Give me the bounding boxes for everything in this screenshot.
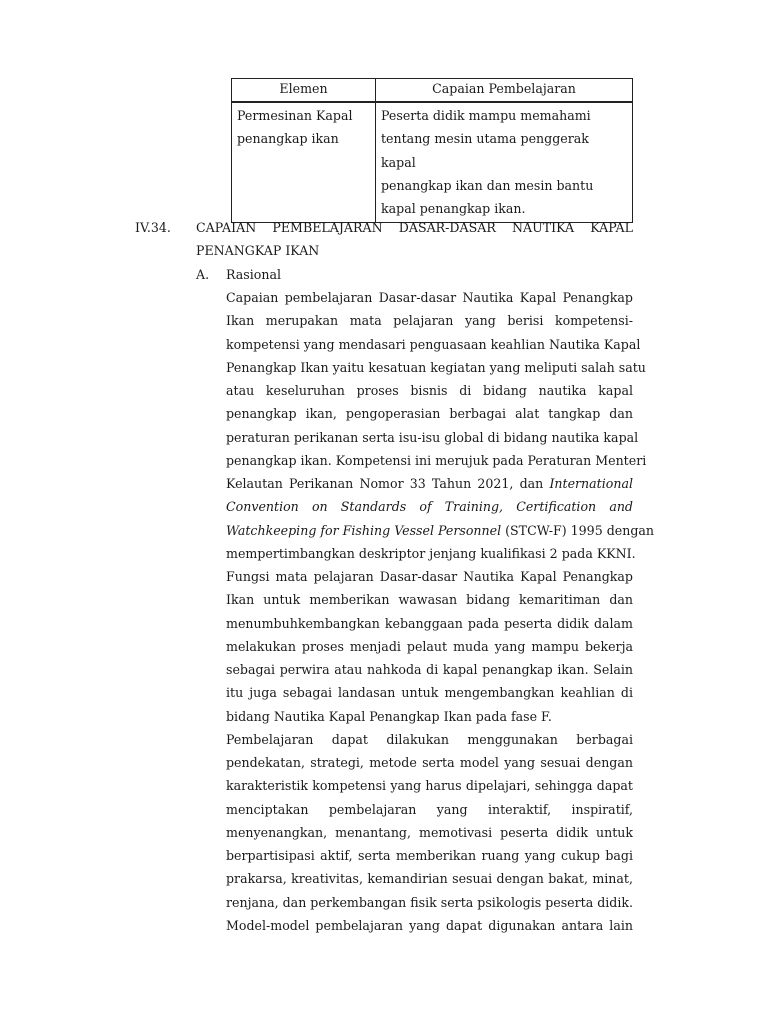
table-row <box>232 102 633 223</box>
text-line <box>226 495 633 518</box>
section-title-line: CAPAIAN PEMBELAJARAN DASAR-DASAR NAUTIKA KAPAL <box>196 220 633 235</box>
text-line: Fungsi mata pelajaran Dasar-dasar Nautika Kapal Penangkap <box>226 569 633 584</box>
text-line: berpartisipasi aktif, serta memberikan ruang yang cukup bagi <box>226 848 633 863</box>
cell-line: penangkap ikan dan mesin bantu <box>381 177 594 193</box>
body-text <box>226 286 655 937</box>
cell-line: Peserta didik mampu memahami <box>381 108 591 123</box>
table-header-row <box>232 79 633 103</box>
text-line: prakarsa, kreativitas, kemandirian sesuai dengan bakat, minat, <box>226 871 633 887</box>
text-line: Penangkap Ikan yaitu kesatuan kegiatan yang meliputi salah satu <box>226 359 646 375</box>
text-run: (STCW-F) 1995 dengan <box>505 522 655 538</box>
text-line: bidang Nautika Kapal Penangkap Ikan pada fase F. <box>226 708 552 724</box>
section-title-line: PENANGKAP IKAN <box>196 243 320 259</box>
text-run-italic: Watchkeeping for Fishing Vessel Personnel <box>226 522 502 538</box>
header-elemen: Elemen <box>232 79 376 103</box>
text-line: peraturan perikanan serta isu-isu global di bidang nautika kapal <box>226 429 639 445</box>
text-line: karakteristik kompetensi yang harus dipelajari, sehingga dapat <box>226 778 633 794</box>
text-line: mempertimbangkan deskriptor jenjang kualifikasi 2 pada KKNI. <box>226 545 636 561</box>
subsection-letter: A. <box>196 267 210 282</box>
text-line: itu juga sebagai landasan untuk mengembangkan keahlian di <box>226 685 633 701</box>
text-line: sebagai perwira atau nahkoda di kapal penangkap ikan. Selain <box>226 662 633 677</box>
text-line: penangkap ikan. Kompetensi ini merujuk pada Peraturan Menteri <box>226 452 647 468</box>
text-line: atau keseluruhan proses bisnis di bidang nautika kapal <box>226 383 633 398</box>
text-line: melakukan proses menjadi pelaut muda yang mampu bekerja <box>226 638 633 654</box>
cell-line: penangkap ikan <box>237 131 339 147</box>
text-line: pendekatan, strategi, metode serta model yang sesuai dengan <box>226 755 633 770</box>
text-line: menciptakan pembelajaran yang interaktif, inspiratif, <box>226 801 633 817</box>
text-run: Kelautan Perikanan Nomor 33 Tahun 2021, dan <box>226 476 544 491</box>
header-capaian-pembelajaran: Capaian Pembelajaran <box>376 79 633 103</box>
text-line: kompetensi yang mendasari penguasaan keahlian Nautika Kapal <box>226 336 641 352</box>
text-line: menyenangkan, menantang, memotivasi peserta didik untuk <box>226 824 633 840</box>
text-line: menumbuhkembangkan kebanggaan pada peserta didik dalam <box>226 615 633 631</box>
subsection-title: Rasional <box>226 267 281 282</box>
text-line <box>226 519 655 542</box>
cell-line: tentang mesin utama penggerak kapal <box>381 131 589 170</box>
section-number: IV.34. <box>135 220 171 235</box>
text-line: Model-model pembelajaran yang dapat digunakan antara lain <box>226 917 633 933</box>
paragraph-2 <box>226 565 633 728</box>
text-line: penangkap ikan, pengoperasian berbagai alat tangkap dan <box>226 406 633 422</box>
cell-line: Permesinan Kapal <box>237 108 353 123</box>
text-line: renjana, dan perkembangan fisik serta psikologis peserta didik. <box>226 894 634 910</box>
text-line <box>226 472 633 495</box>
learning-outcomes-table <box>231 78 633 223</box>
paragraph-3 <box>226 728 633 937</box>
cell-element <box>232 102 376 223</box>
section-title <box>196 216 633 263</box>
text-line: Capaian pembelajaran Dasar-dasar Nautika Kapal Penangkap <box>226 290 633 305</box>
paragraph-1 <box>226 286 655 565</box>
text-line: Ikan untuk memberikan wawasan bidang kemaritiman dan <box>226 592 633 608</box>
text-line: Ikan merupakan mata pelajaran yang berisi kompetensi- <box>226 313 633 329</box>
text-run-italic: Convention on Standards of Training, Certification and <box>226 499 633 515</box>
text-run-italic: International <box>549 476 633 491</box>
text-line: Pembelajaran dapat dilakukan menggunakan berbagai <box>226 731 633 747</box>
cell-line: kapal penangkap ikan. <box>381 201 526 217</box>
cell-outcome <box>376 102 633 223</box>
